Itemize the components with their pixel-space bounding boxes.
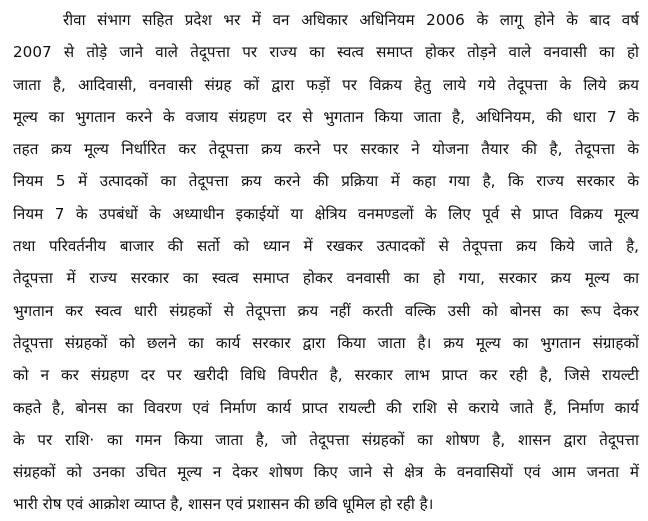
paragraph-line: भुगतान कर स्वत्व धारी संग्रहकों से तेदूपत्ता क्रय नहीं करती वल्कि उसी को बोनस का रूप देकर bbox=[13, 301, 639, 320]
paragraph-line: मूल्य का भुगतान करने के वजाय संग्रहण दर से भुगतान किया जाता है, अधिनियम, की धारा 7 के bbox=[13, 107, 639, 126]
paragraph-line: संग्रहकों को उनका उचित मूल्य न देकर शोषण किए जाने से क्षेत्र के वनवासियों एवं आम जनता में bbox=[13, 463, 639, 482]
paragraph-line: 2007 से तोड़े जाने वाले तेदूपत्ता पर राज्य का स्वत्व समाप्त होकर तोड़ने वाले वनवासी का हो bbox=[13, 43, 639, 62]
paragraph-line: के पर राशि· का गमन किया जाता है, जो तेदूपत्ता संग्रहकों का शोषण है, शासन द्वारा तेदूपत्ता bbox=[13, 430, 639, 449]
paragraph-line: रीवा संभाग सहित प्रदेश भर में वन अधिकार अधिनियम 2006 के लागू होने के बाद वर्ष bbox=[63, 11, 639, 29]
paragraph-line: तहत क्रय मूल्य निर्धारित कर तेदूपत्ता क्रय करने पर सरकार ने योजना तैयार की है, तेदूपत्ता के bbox=[13, 140, 639, 159]
paragraph-line: तेदूपत्ता संग्रहकों को छलने का कार्य सरकार द्वारा किया जाता है। क्रय मूल्य का भुगतान संग्राहकों bbox=[13, 333, 639, 352]
paragraph-line: जाता है, आदिवासी, वनवासी संग्रह कों द्वारा फड़ों पर विक्रय हेतु लाये गये तेदूपत्ता के लिये क्रय bbox=[13, 75, 639, 94]
paragraph-line: नियम 5 में उत्पादकों का तेदूपत्ता क्रय करने की प्रक्रिया में कहा गया है, कि राज्य सरकार के bbox=[13, 172, 639, 191]
paragraph-line: तेदूपत्ता में राज्य सरकार का स्वत्व समाप्त होकर वनवासी का हो गया, सरकार क्रय मूल्य का bbox=[13, 269, 639, 288]
paragraph-line: कहते है, बोनस का विवरण एवं निर्माण कार्य प्राप्त रायल्टी की राशि से कराये जाते हैं, निर्माण कार्य bbox=[13, 398, 639, 417]
paragraph-line: को न कर संग्रहण दर पर खरीदी विधि विपरीत है, सरकार लाभ प्राप्त कर रही है, जिसे रायल्टी bbox=[13, 366, 639, 385]
paragraph-line: भारी रोष एवं आक्रोश व्याप्त है, शासन एवं प्रशासन की छवि धूमिल हो रही है। bbox=[13, 495, 434, 514]
paragraph bbox=[13, 4, 639, 521]
paragraph-line: तथा परिवर्तनीय बाजार की सर्तो को ध्यान में रखकर उत्पादकों से तेदूपत्ता क्रय किये जाते है, bbox=[13, 237, 639, 256]
paragraph-line: नियम 7 के उपबंधों के अध्याधीन इकाईयों या क्षेत्रिय वनमण्डलों के लिए पूर्व से प्राप्त विक्रय मूल्य bbox=[13, 204, 639, 223]
